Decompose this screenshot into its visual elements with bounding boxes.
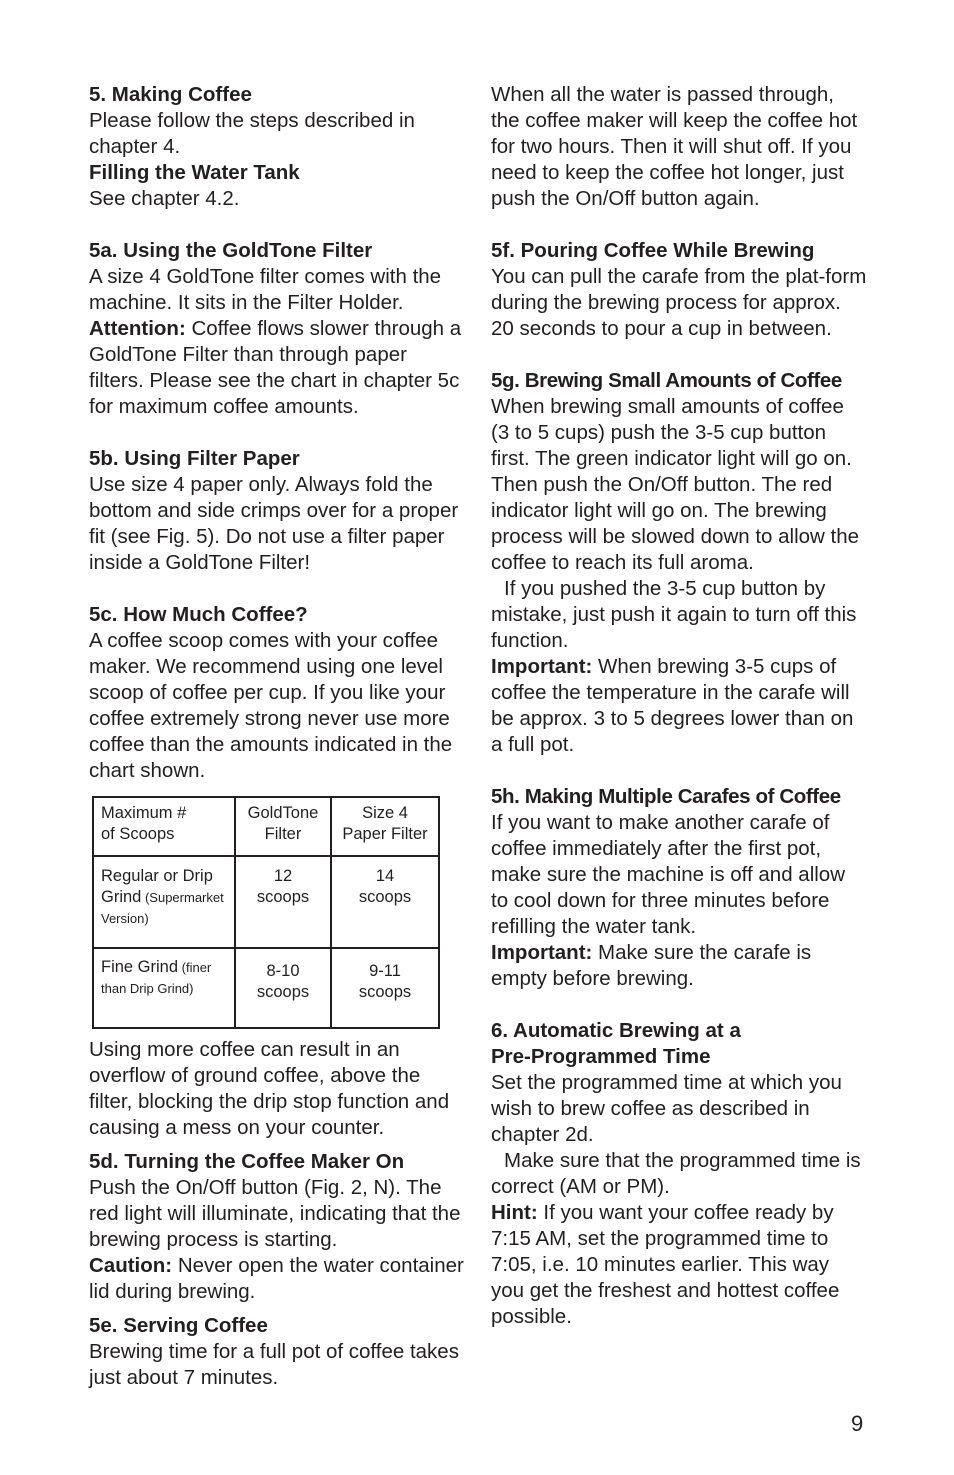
section-5e-heading: 5e. Serving Coffee bbox=[89, 1314, 268, 1337]
section-5e-text: Brewing time for a full pot of coffee takes just about 7 minutes. bbox=[89, 1340, 459, 1389]
section-6-text: Set the programmed time at which you wish to brew coffee as described in chapter 2d. bbox=[491, 1071, 842, 1146]
section-5h-heading: 5h. Making Multiple Carafes of Coffee bbox=[491, 785, 841, 808]
section-5b-heading: 5b. Using Filter Paper bbox=[89, 447, 300, 470]
section-5f-text: You can pull the carafe from the plat-form during the brewing process for approx. 20 seconds to pour a cup in between. bbox=[491, 265, 867, 340]
section-5h-text: If you want to make another carafe of coffee immediately after the first pot, make sure the machine is off and allow to cool down for three minutes before refilling the water tank. bbox=[491, 811, 846, 938]
table-header-scoops: Maximum # of Scoops bbox=[93, 797, 235, 856]
table-cell-regular-goldtone: 12 scoops bbox=[235, 856, 331, 948]
section-5c-heading: 5c. How Much Coffee? bbox=[89, 603, 308, 626]
important-label: Important: bbox=[491, 941, 593, 964]
section-5g-text: When brewing small amounts of coffee (3 to 5 cups) push the 3-5 cup button first. The green indicator light will go on. Then push the On/Off button. The red indicator light will go on. The brewing process will be slowed down to allow the coffee to reach its full aroma. bbox=[491, 395, 860, 574]
section-6-text-2: Make sure that the programmed time is correct (AM or PM). bbox=[491, 1149, 861, 1198]
table-header-row bbox=[93, 797, 439, 856]
section-6-hint: Hint: If you want your coffee ready by 7:15 AM, set the programmed time to 7:05, i.e. 10 minutes earlier. This way you get the freshest and hottest coffee possible. bbox=[491, 1201, 840, 1328]
table-cell-fine-paper: 9-11 scoops bbox=[331, 948, 439, 1028]
section-5c-after-text: Using more coffee can result in an overflow of ground coffee, above the filter, blocking the drip stop function and causing a mess on your counter. bbox=[89, 1038, 450, 1139]
section-5g-text-2: If you pushed the 3-5 cup button by mistake, just push it again to turn off this function. bbox=[491, 577, 857, 652]
coffee-amount-table bbox=[92, 796, 440, 1029]
attention-label: Attention: bbox=[89, 317, 186, 340]
section-5d-heading: 5d. Turning the Coffee Maker On bbox=[89, 1150, 405, 1173]
right-column bbox=[491, 82, 867, 1330]
table-cell-fine-grind: Fine Grind (finer than Drip Grind) bbox=[93, 948, 235, 1028]
table-header-paper: Size 4 Paper Filter bbox=[331, 797, 439, 856]
table-cell-regular-grind: Regular or Drip Grind (Supermarket Version) bbox=[93, 856, 235, 948]
section-5f-heading: 5f. Pouring Coffee While Brewing bbox=[491, 239, 815, 262]
section-5a-heading: 5a. Using the GoldTone Filter bbox=[89, 239, 373, 262]
section-5b-text: Use size 4 paper only. Always fold the bottom and side crimps over for a proper fit (see Fig. 5). Do not use a filter paper inside a GoldTone Filter! bbox=[89, 473, 459, 574]
table-header-goldtone: GoldTone Filter bbox=[235, 797, 331, 856]
caution-label: Caution: bbox=[89, 1254, 173, 1277]
section-5c-text: A coffee scoop comes with your coffee maker. We recommend using one level scoop of coffee per cup. If you like your coffee extremely strong never use more coffee than the amounts indicated in the chart shown. bbox=[89, 629, 453, 782]
left-column bbox=[89, 82, 467, 1391]
water-tank-heading: Filling the Water Tank bbox=[89, 161, 300, 184]
section-6-heading: 6. Automatic Brewing at a Pre-Programmed Time bbox=[491, 1019, 741, 1068]
table-row bbox=[93, 856, 439, 948]
important-label: Important: bbox=[491, 655, 593, 678]
section-5d-text: Push the On/Off button (Fig. 2, N). The red light will illuminate, indicating that the brewing process is starting. Caution: Never open the water container lid during brewing. bbox=[89, 1176, 464, 1303]
table-row bbox=[93, 948, 439, 1028]
section-5h-important: Important: Make sure the carafe is empty before brewing. bbox=[491, 941, 812, 990]
water-tank-text: See chapter 4.2. bbox=[89, 187, 240, 210]
section-5a-text: A size 4 GoldTone filter comes with the machine. It sits in the Filter Holder. Attention: Coffee flows slower through a GoldTone Filter than through paper filters. Please see the chart in chapter 5c for maximum coffee amounts. bbox=[89, 265, 462, 418]
section-5-text: Please follow the steps described in chapter 4. bbox=[89, 109, 415, 158]
table-cell-regular-paper: 14 scoops bbox=[331, 856, 439, 948]
section-5-heading: 5. Making Coffee bbox=[89, 83, 252, 106]
hint-label: Hint: bbox=[491, 1201, 538, 1224]
section-5g-important: Important: When brewing 3-5 cups of coffee the temperature in the carafe will be approx. 3 to 5 degrees lower than on a full pot. bbox=[491, 655, 854, 756]
section-5e-continued-text: When all the water is passed through, the coffee maker will keep the coffee hot for two hours. Then it will shut off. If you need to keep the coffee hot longer, just push the On/Off button again. bbox=[491, 83, 858, 210]
section-5g-heading: 5g. Brewing Small Amounts of Coffee bbox=[491, 369, 842, 392]
table-cell-fine-goldtone: 8-10 scoops bbox=[235, 948, 331, 1028]
page-number: 9 bbox=[851, 1411, 864, 1436]
